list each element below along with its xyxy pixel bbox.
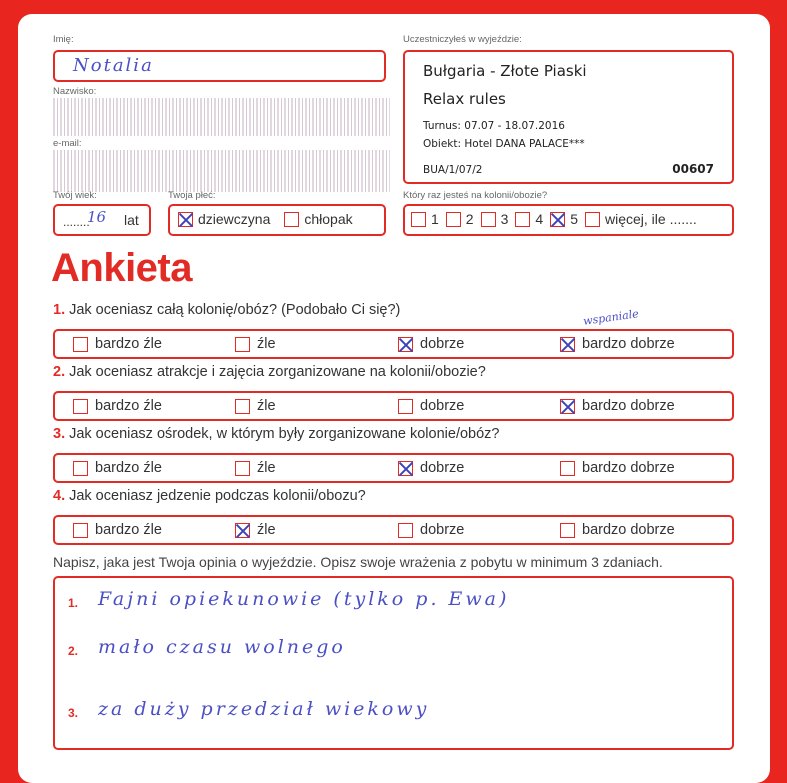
gender-option-label: dziewczyna bbox=[198, 211, 271, 227]
answer-number: 3. bbox=[68, 706, 79, 720]
gender-field bbox=[168, 204, 386, 236]
rating-checkbox[interactable] bbox=[398, 337, 413, 352]
rating-option[interactable] bbox=[73, 455, 162, 481]
rating-option[interactable] bbox=[235, 455, 276, 481]
gender-option[interactable] bbox=[178, 211, 270, 227]
times-checkbox[interactable] bbox=[446, 212, 461, 227]
trip-destination: Bułgaria - Złote Piaski bbox=[423, 62, 587, 80]
rating-checkbox[interactable] bbox=[398, 523, 413, 538]
times-option[interactable] bbox=[411, 211, 439, 227]
rating-label: bardzo źle bbox=[95, 336, 162, 352]
question-text bbox=[53, 426, 499, 442]
times-checkbox[interactable] bbox=[515, 212, 530, 227]
times-option[interactable] bbox=[481, 211, 509, 227]
name-value: Notalia bbox=[73, 55, 154, 76]
name-field[interactable] bbox=[53, 50, 386, 82]
rating-option[interactable] bbox=[235, 393, 276, 419]
rating-label: źle bbox=[257, 522, 276, 538]
rating-label: bardzo dobrze bbox=[582, 522, 675, 538]
turnus-value: 07.07 - 18.07.2016 bbox=[464, 120, 565, 132]
rating-option[interactable] bbox=[73, 393, 162, 419]
opinion-prompt: Napisz, jaka jest Twoja opinia o wyjeździe. Opisz swoje wrażenia z pobytu w minimum 3 zdaniach. bbox=[53, 554, 663, 570]
times-option[interactable] bbox=[585, 211, 697, 227]
form-title: Ankieta bbox=[51, 246, 192, 290]
rating-option[interactable] bbox=[560, 393, 675, 419]
question-label: Jak oceniasz jedzenie podczas kolonii/obozu? bbox=[69, 488, 366, 504]
rating-label: bardzo dobrze bbox=[582, 398, 675, 414]
times-option-label: więcej, ile ....... bbox=[604, 211, 697, 227]
email-label: e-mail: bbox=[53, 138, 82, 149]
times-label: Który raz jesteś na kolonii/obozie? bbox=[403, 190, 548, 201]
question-label: Jak oceniasz atrakcje i zajęcia zorganizowane na kolonii/obozie? bbox=[69, 364, 486, 380]
times-field bbox=[403, 204, 734, 236]
rating-checkbox[interactable] bbox=[235, 523, 250, 538]
times-option-label: 2 bbox=[465, 211, 474, 227]
age-dots: ........ bbox=[63, 215, 90, 229]
name-label: Imię: bbox=[53, 34, 74, 45]
rating-label: dobrze bbox=[420, 460, 465, 476]
handwritten-note: wspaniale bbox=[582, 307, 640, 328]
rating-label: dobrze bbox=[420, 336, 465, 352]
redacted-surname bbox=[53, 98, 390, 136]
age-unit: lat bbox=[124, 212, 139, 228]
question-number: 4. bbox=[53, 488, 66, 504]
rating-option[interactable] bbox=[560, 517, 675, 543]
times-option[interactable] bbox=[550, 211, 578, 227]
times-option-label: 3 bbox=[500, 211, 509, 227]
times-checkbox[interactable] bbox=[550, 212, 565, 227]
rating-label: bardzo dobrze bbox=[582, 460, 675, 476]
age-field[interactable] bbox=[53, 204, 151, 236]
rating-option[interactable] bbox=[398, 455, 464, 481]
rating-checkbox[interactable] bbox=[398, 399, 413, 414]
gender-checkbox[interactable] bbox=[178, 212, 193, 227]
rating-checkbox[interactable] bbox=[73, 399, 88, 414]
times-option-label: 5 bbox=[570, 211, 578, 227]
age-value: 16 bbox=[87, 208, 107, 226]
question-label: Jak oceniasz całą kolonię/obóz? (Podobało Ci się?) bbox=[69, 302, 401, 318]
rating-option[interactable] bbox=[560, 455, 675, 481]
rating-label: dobrze bbox=[420, 522, 465, 538]
rating-option[interactable] bbox=[398, 517, 464, 543]
answer-number: 1. bbox=[68, 596, 79, 610]
question-text bbox=[53, 488, 366, 504]
rating-checkbox[interactable] bbox=[73, 337, 88, 352]
times-option-label: 4 bbox=[535, 211, 544, 227]
rating-label: bardzo źle bbox=[95, 522, 162, 538]
rating-checkbox[interactable] bbox=[398, 461, 413, 476]
answer-number: 2. bbox=[68, 644, 79, 658]
times-option-label: 1 bbox=[431, 211, 439, 227]
gender-option-label: chłopak bbox=[304, 211, 353, 227]
times-options bbox=[411, 211, 697, 227]
trip-obiekt bbox=[423, 138, 585, 150]
rating-checkbox[interactable] bbox=[560, 523, 575, 538]
rating-option[interactable] bbox=[73, 517, 162, 543]
question-text bbox=[53, 302, 400, 318]
rating-label: źle bbox=[257, 398, 276, 414]
obiekt-value: Hotel DANA PALACE*** bbox=[464, 138, 585, 150]
rating-option[interactable] bbox=[398, 393, 464, 419]
gender-options bbox=[178, 211, 353, 227]
survey-form bbox=[18, 14, 770, 783]
rating-label: źle bbox=[257, 336, 276, 352]
question-text bbox=[53, 364, 486, 380]
rating-label: bardzo źle bbox=[95, 460, 162, 476]
rating-checkbox[interactable] bbox=[235, 399, 250, 414]
trip-code: BUA/1/07/2 bbox=[423, 164, 483, 176]
answer-text: Fajni opiekunowie (tylko p. Ewa) bbox=[98, 588, 510, 610]
answer-row bbox=[53, 453, 734, 483]
rating-option[interactable] bbox=[398, 331, 464, 357]
rating-checkbox[interactable] bbox=[235, 461, 250, 476]
answer-row bbox=[53, 515, 734, 545]
gender-option[interactable] bbox=[284, 211, 352, 227]
rating-checkbox[interactable] bbox=[73, 461, 88, 476]
answer-text: mało czasu wolnego bbox=[98, 636, 346, 658]
rating-checkbox[interactable] bbox=[560, 461, 575, 476]
question-label: Jak oceniasz ośrodek, w którym były zorganizowane kolonie/obóz? bbox=[69, 426, 500, 442]
surname-label: Nazwisko: bbox=[53, 86, 97, 97]
trip-number: 00607 bbox=[672, 162, 714, 176]
rating-label: bardzo źle bbox=[95, 398, 162, 414]
rating-option[interactable] bbox=[235, 517, 276, 543]
question-number: 2. bbox=[53, 364, 66, 380]
rating-label: bardzo dobrze bbox=[582, 336, 675, 352]
trip-program: Relax rules bbox=[423, 90, 506, 108]
times-option[interactable] bbox=[515, 211, 543, 227]
answer-text: za duży przedział wiekowy bbox=[98, 698, 430, 720]
gender-label: Twoja płeć: bbox=[168, 190, 216, 201]
obiekt-label: Obiekt: bbox=[423, 138, 462, 150]
answer-row bbox=[53, 329, 734, 359]
question-number: 3. bbox=[53, 426, 66, 442]
rating-checkbox[interactable] bbox=[235, 337, 250, 352]
rating-label: dobrze bbox=[420, 398, 465, 414]
rating-option[interactable] bbox=[560, 331, 675, 357]
question-number: 1. bbox=[53, 302, 66, 318]
participant-label: Uczestniczyłeś w wyjeździe: bbox=[403, 34, 522, 45]
times-checkbox[interactable] bbox=[411, 212, 426, 227]
age-label: Twój wiek: bbox=[53, 190, 97, 201]
trip-turnus bbox=[423, 120, 565, 132]
gender-checkbox[interactable] bbox=[284, 212, 299, 227]
trip-info-box bbox=[403, 50, 734, 184]
rating-option[interactable] bbox=[73, 331, 162, 357]
rating-checkbox[interactable] bbox=[73, 523, 88, 538]
times-option[interactable] bbox=[446, 211, 474, 227]
rating-option[interactable] bbox=[235, 331, 276, 357]
times-checkbox[interactable] bbox=[585, 212, 600, 227]
answer-row bbox=[53, 391, 734, 421]
rating-label: źle bbox=[257, 460, 276, 476]
rating-checkbox[interactable] bbox=[560, 399, 575, 414]
turnus-label: Turnus: bbox=[423, 120, 461, 132]
rating-checkbox[interactable] bbox=[560, 337, 575, 352]
times-checkbox[interactable] bbox=[481, 212, 496, 227]
redacted-email bbox=[53, 150, 390, 192]
